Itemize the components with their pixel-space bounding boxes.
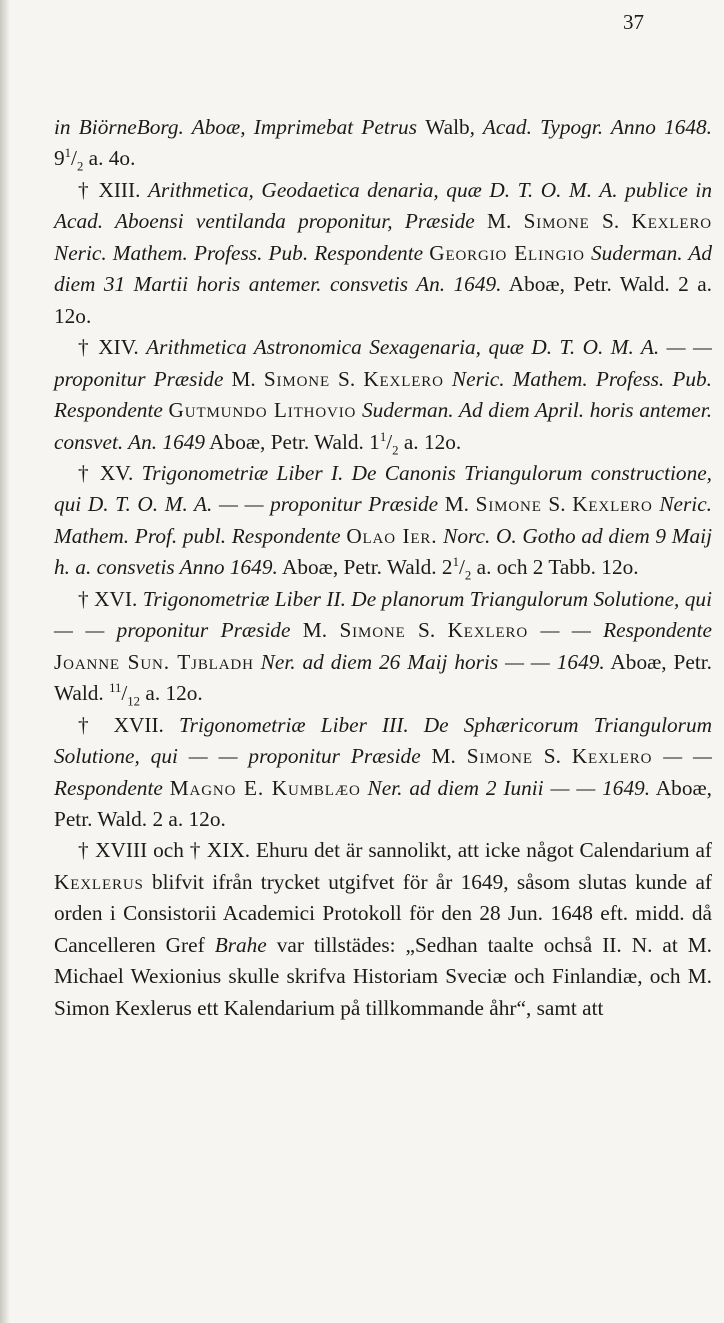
text-run: S.	[589, 209, 632, 234]
text-run: Aboæ, Petr. Wald.	[54, 649, 712, 706]
text-run: Aboæ, Imprimebat Petrus	[191, 115, 426, 139]
text-run: S.	[541, 492, 573, 517]
text-run: 11	[109, 681, 122, 696]
text-run: Gutmundo Lithovio	[168, 398, 357, 423]
text-run: 9	[54, 146, 65, 171]
text-run: M.	[290, 618, 340, 643]
text-run: S.	[532, 744, 572, 769]
text-run: var tillstädes: „Sedhan taalte ochså II. N. at M. Michael Wexionius skulle skrifva Historiam Sveciæ och Finlandiæ, och M. Simon Kexlerus ett Kalendarium på tillkommande åhr“, samt att	[54, 932, 712, 1020]
text-run: Georgio Elingio	[429, 240, 585, 265]
text-run	[163, 776, 170, 800]
text-run: in BiörneBorg.	[54, 115, 192, 139]
page-number: 37	[623, 10, 644, 34]
text-run: Arithmetica Astronomica Sexagenaria, quæ D. T. O. M. A. — — proponitur Præside	[54, 335, 712, 391]
text-run: † XVI.	[78, 586, 143, 611]
text-run: † XVIII och † XIX. Ehuru det är sannolikt, att icke något Calendarium af	[78, 838, 712, 863]
text-run: /	[71, 146, 77, 171]
text-run: Norc. O. Gotho ad diem 9 Maij h. a. consvetis Anno 1649.	[54, 523, 712, 580]
text-body	[54, 112, 712, 1024]
text-run: Suderman. Ad diem 31 Martii horis antemer. consvetis An. 1649.	[54, 240, 713, 297]
text-run: 12	[127, 694, 141, 709]
text-run: † XV.	[78, 460, 142, 485]
text-run: Simone	[339, 618, 406, 643]
text-run: a. och 2 Tabb. 12o.	[471, 555, 639, 580]
text-run: Kexlerus	[54, 869, 144, 894]
text-run: M.	[474, 209, 524, 234]
text-run: Simone	[466, 744, 533, 769]
text-run: Kexlero	[571, 744, 653, 769]
text-run: /	[458, 555, 465, 580]
entry-paragraph	[54, 710, 712, 836]
text-run: , Acad. Typogr. Anno 1648.	[469, 115, 712, 139]
text-run: Olao Ier.	[346, 523, 438, 548]
text-run: Simone	[263, 366, 330, 391]
text-run: Magno E. Kumblæo	[169, 775, 361, 800]
text-run: S.	[405, 618, 448, 643]
text-run: Suderman. Ad diem April. horis antemer. consvet. An. 1649	[54, 398, 713, 454]
text-run: Kexlero	[572, 492, 653, 517]
text-run: a. 4o.	[83, 146, 136, 171]
text-run: Trigonometriæ Liber I. De Canonis Triangulorum constructione, qui D. T. O. M. A. — — proponitur Præside	[54, 460, 712, 517]
text-run: Kexlero	[363, 366, 444, 391]
entry-paragraph	[54, 584, 712, 710]
text-run: 1	[452, 555, 459, 570]
text-run: 1	[64, 146, 72, 161]
text-run: Kexlero	[447, 618, 529, 643]
text-run: M.	[420, 744, 467, 769]
text-run: Simone	[475, 492, 542, 517]
text-run: 2	[464, 568, 472, 583]
entry-paragraph	[54, 112, 712, 175]
text-run: a. 12o.	[398, 429, 462, 454]
text-run: Trigonometriæ Liber II. De planorum Triangulorum Solutione, qui — — proponitur Præside	[54, 586, 712, 643]
page-edge-shadow	[0, 0, 10, 1323]
text-run: Neric. Mathem. Profess. Pub. Respondente	[54, 366, 712, 423]
text-run: 2	[392, 442, 399, 457]
text-run: † XIV.	[78, 335, 147, 360]
text-run: Walb	[425, 115, 470, 139]
text-run: Aboæ, Petr. Wald. 1	[205, 429, 380, 454]
entry-paragraph	[54, 835, 712, 1024]
text-run: 2	[76, 159, 84, 174]
text-run: /	[121, 681, 128, 706]
text-run: Aboæ, Petr. Wald. 2	[277, 555, 453, 580]
text-run: † XIII.	[78, 177, 148, 202]
entry-paragraph	[54, 332, 712, 458]
text-run: S.	[329, 366, 364, 391]
text-run: Trigonometriæ Liber III. De Sphæricorum Triangulorum Solutione, qui — — proponitur Præside	[54, 712, 712, 769]
text-run: Simone	[523, 209, 590, 234]
entry-paragraph	[54, 458, 712, 584]
text-run: M.	[438, 492, 476, 517]
text-run: Aboæ, Petr. Wald. 2 a. 12o.	[54, 775, 713, 831]
text-run: M.	[223, 366, 264, 391]
text-run: † XVII.	[78, 712, 179, 737]
text-run: blifvit ifrån trycket utgifvet för år 1649, såsom slutas kunde af orden i Consistorii Academici Protokoll för den 28 Jun. 1648 eft. midd. då Cancelleren Gref	[54, 869, 712, 957]
text-run: 1	[379, 429, 387, 444]
text-run: — — Respondente	[54, 744, 712, 800]
text-run: Ner. ad diem 2 Iunii — — 1649.	[360, 775, 651, 800]
text-run: a. 12o.	[140, 681, 203, 706]
text-run: Brahe	[214, 932, 267, 957]
text-run: Ner. ad diem 26 Maij horis — — 1649.	[253, 649, 605, 674]
text-run: Aboæ, Petr. Wald. 2 a. 12o.	[54, 272, 713, 328]
text-run: Arithmetica, Geodaetica denaria, quæ D. T. O. M. A. publice in Acad. Aboensi ventilanda proponitur, Præside	[54, 177, 712, 234]
text-run: Kexlero	[631, 209, 712, 234]
text-run: Neric. Mathem. Profess. Pub. Respondente	[54, 240, 424, 265]
entry-paragraph	[54, 175, 712, 332]
text-run: Neric. Mathem. Prof. publ. Respondente	[54, 492, 712, 548]
text-run: Joanne Sun. Tjbladh	[54, 649, 254, 674]
text-run: — — Respondente	[528, 618, 712, 643]
text-run: /	[386, 429, 393, 454]
